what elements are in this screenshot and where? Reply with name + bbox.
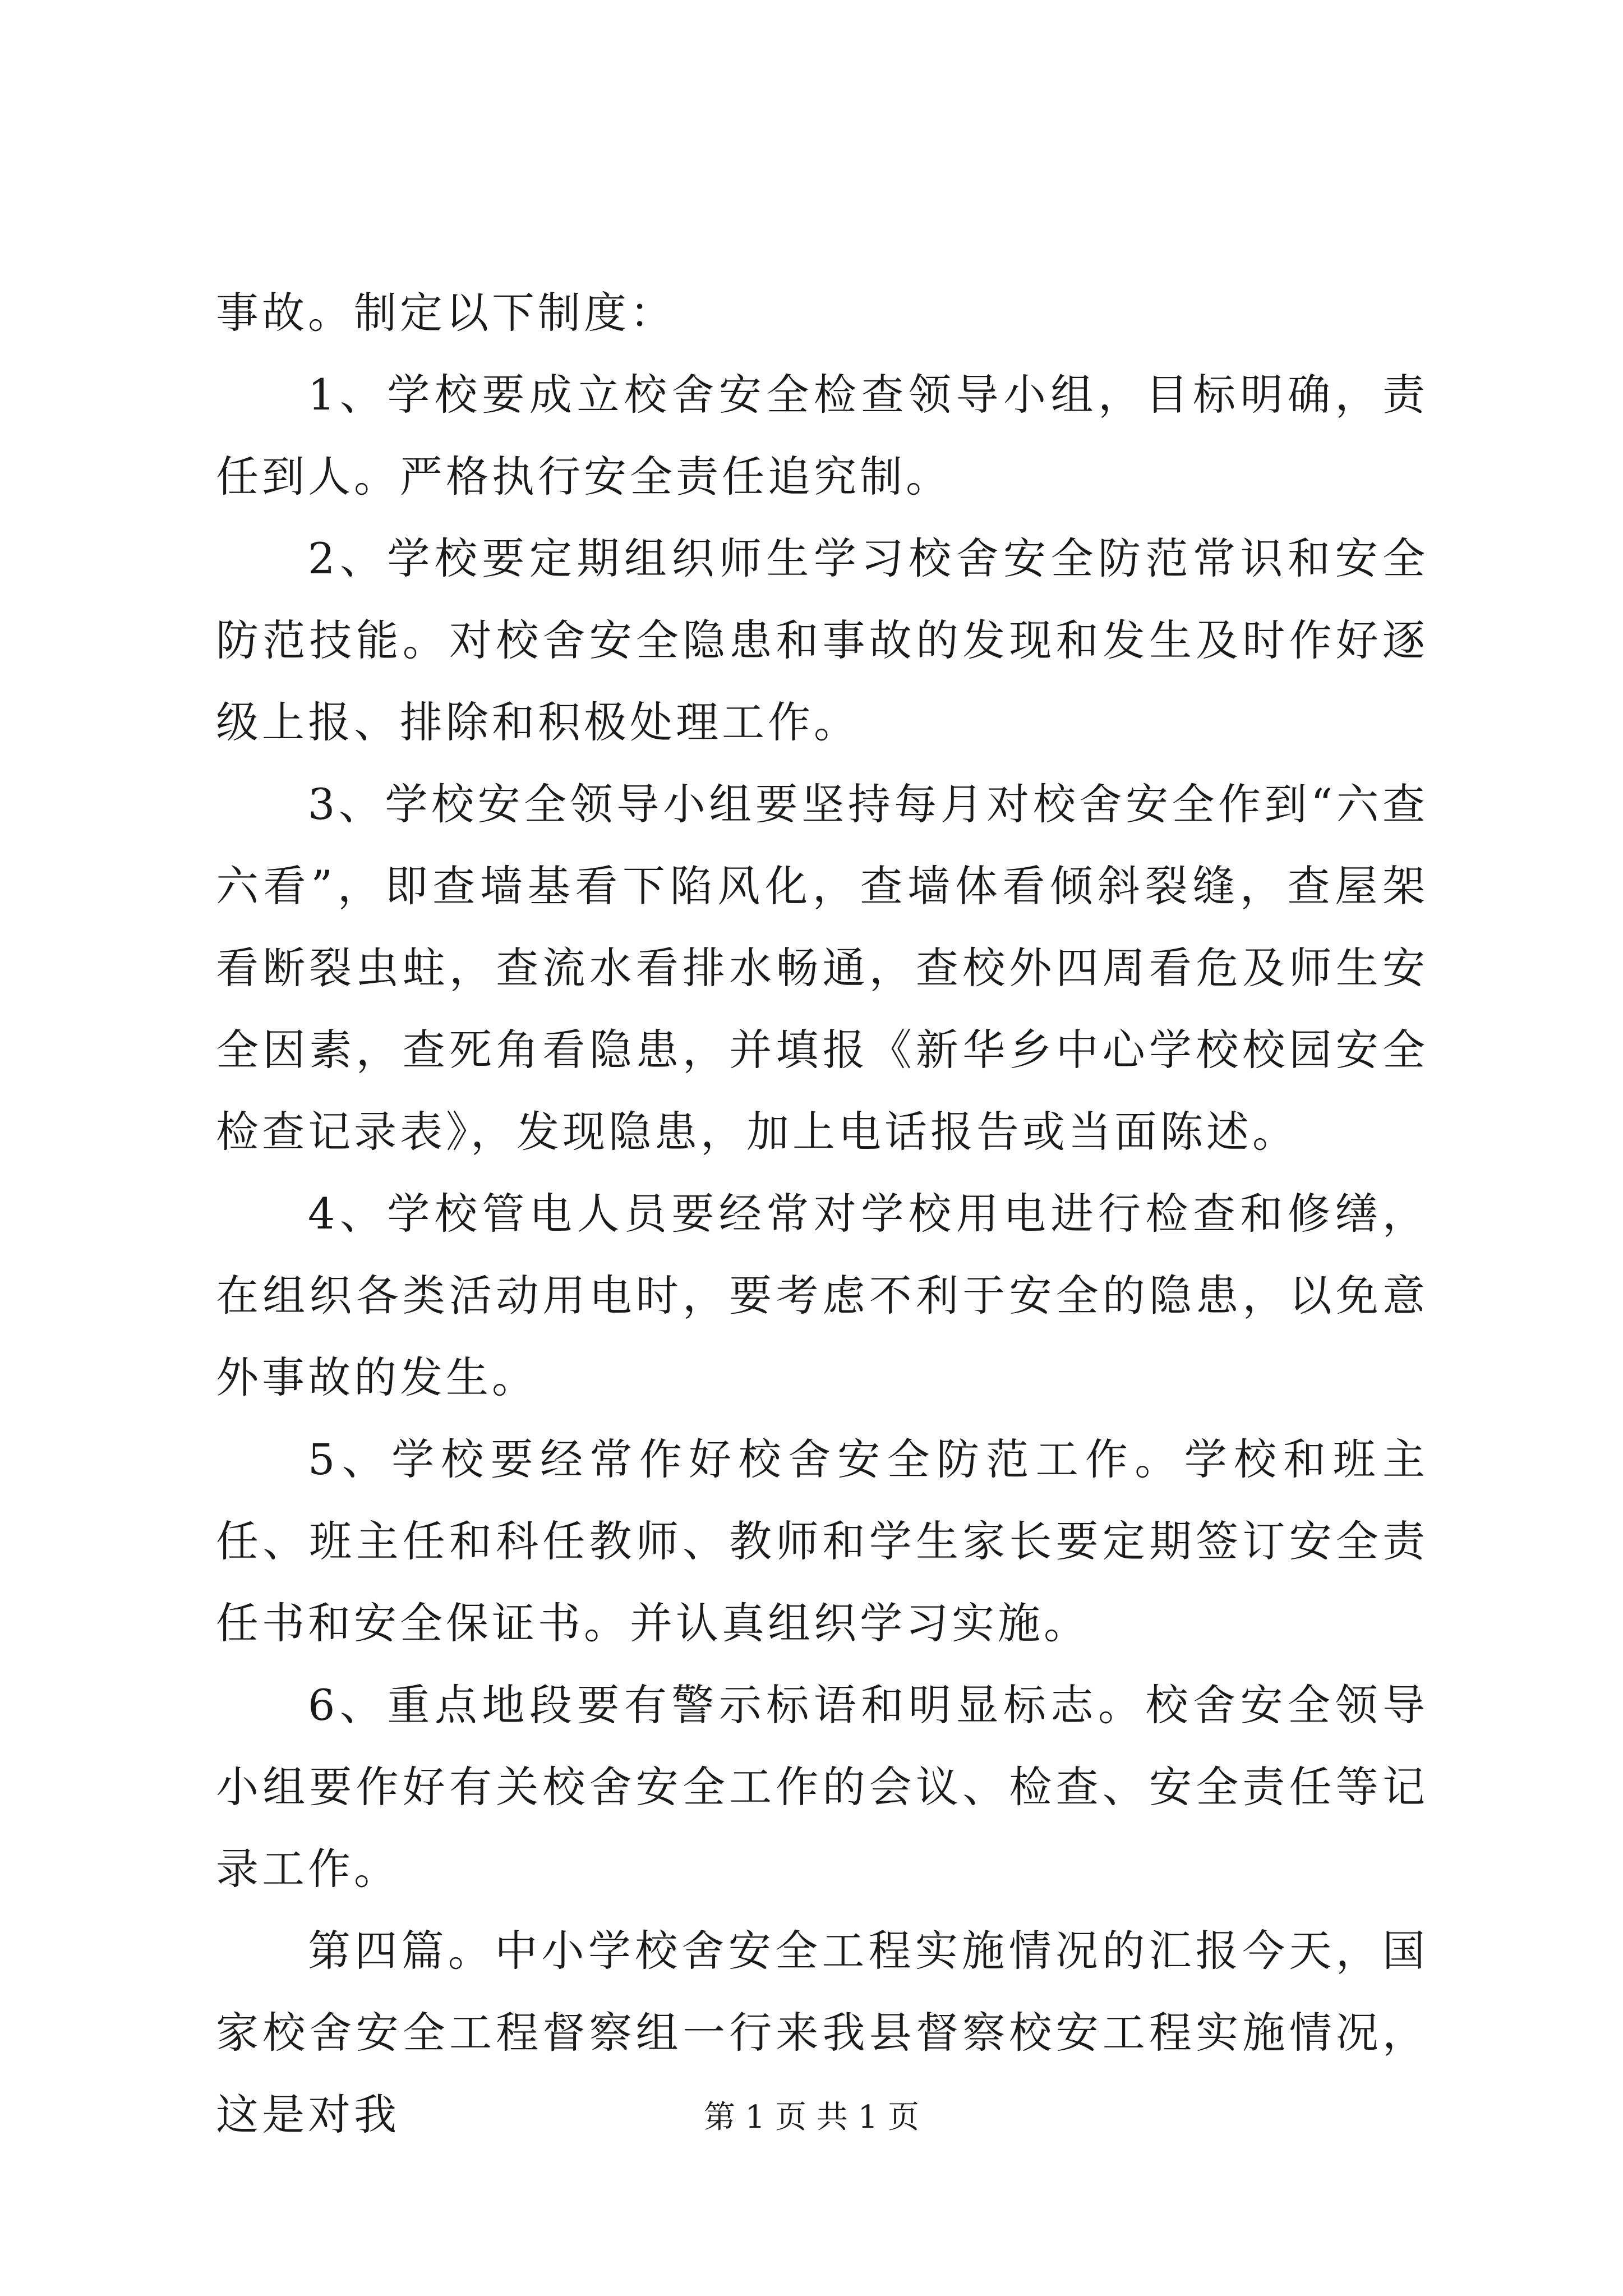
paragraph-rule-4: 4、学校管电人员要经常对学校用电进行检查和修缮，在组织各类活动用电时，要考虑不利于安全的隐患，以免意外事故的发生。	[216, 1189, 1428, 1402]
paragraph-section-4: 第四篇。中小学校舍安全工程实施情况的汇报今天，国家校舍安全工程督察组一行来我县督察校安工程实施情况，这是对我	[216, 1926, 1428, 2139]
paragraph-rule-5: 5、学校要经常作好校舍安全防范工作。学校和班主任、班主任和科任教师、教师和学生家长要定期签订安全责任书和安全保证书。并认真组织学习实施。	[216, 1434, 1428, 1648]
page-footer: 第 1 页 共 1 页	[703, 2099, 920, 2136]
paragraph-rule-6: 6、重点地段要有警示标语和明显标志。校舍安全领导小组要作好有关校舍安全工作的会议、检查、安全责任等记录工作。	[216, 1680, 1428, 1894]
document-body	[216, 272, 1428, 2156]
paragraph-rule-3: 3、学校安全领导小组要坚持每月对校舍安全作到“六查六看”，即查墙基看下陷风化，查墙体看倾斜裂缝，查屋架看断裂虫蛀，查流水看排水畅通，查校外四周看危及师生安全因素，查死角看隐患，并填报《新华乡中心学校校园安全检查记录表》，发现隐患，加上电话报告或当面陈述。	[216, 779, 1428, 1157]
paragraph-rule-1: 1、学校要成立校舍安全检查领导小组，目标明确，责任到人。严格执行安全责任追究制。	[216, 370, 1428, 501]
paragraph-rule-2: 2、学校要定期组织师生学习校舍安全防范常识和安全防范技能。对校舍安全隐患和事故的发现和发生及时作好逐级上报、排除和积极处理工作。	[216, 533, 1428, 747]
paragraph-continuation: 事故。制定以下制度：	[216, 288, 676, 338]
